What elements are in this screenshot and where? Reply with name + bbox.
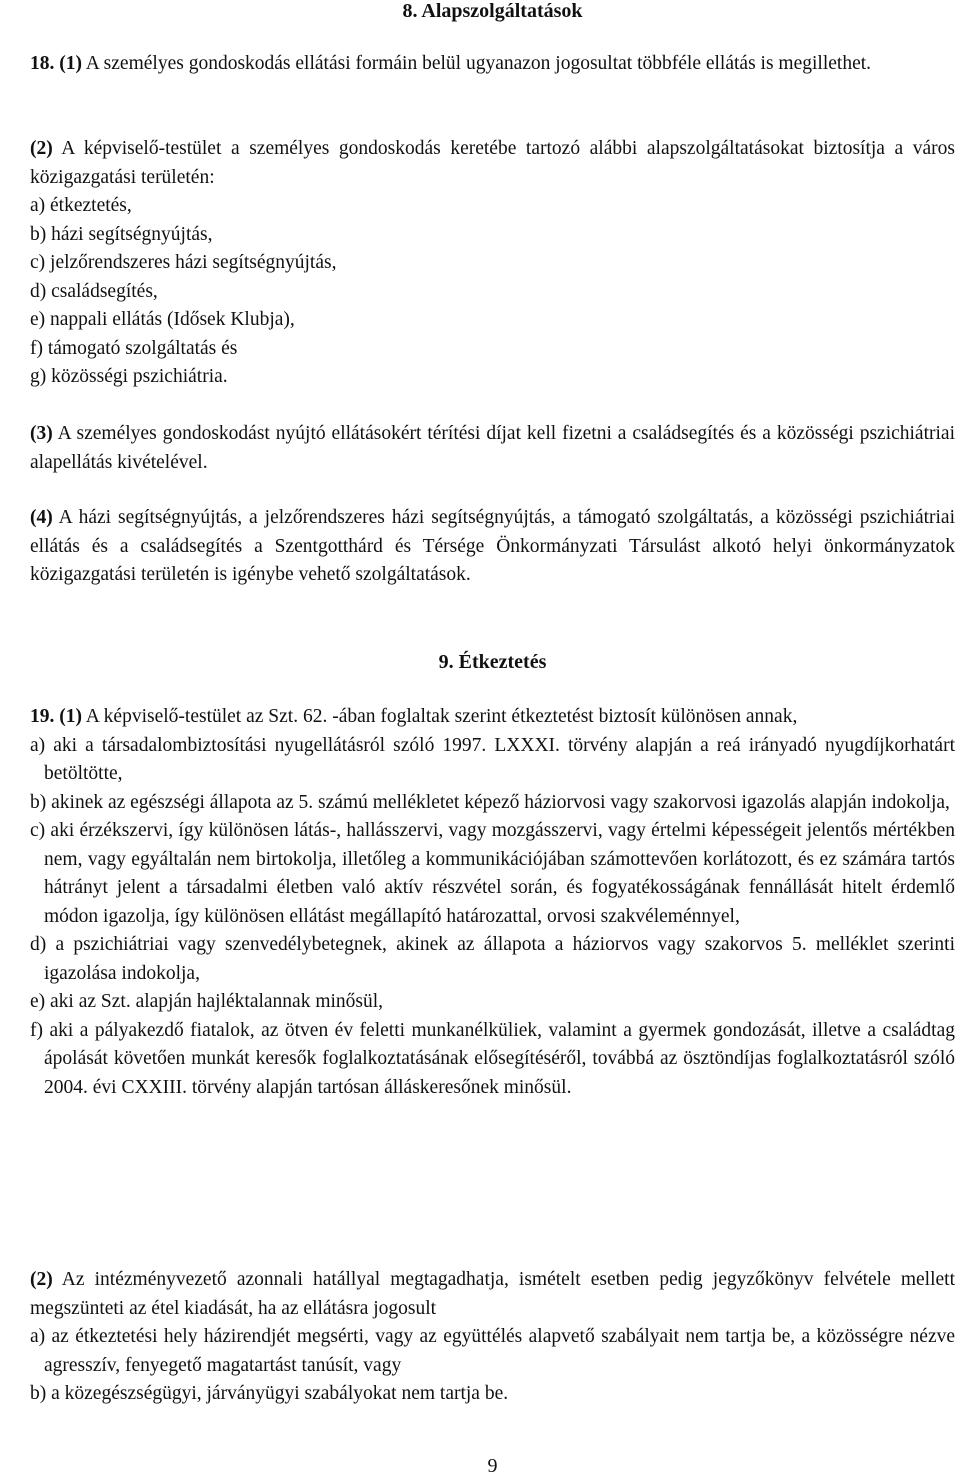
paragraph-number: 18. — [30, 53, 55, 74]
subsection-number: (1) — [59, 53, 82, 74]
section-8-heading: 8. Alapszolgáltatások — [402, 0, 583, 22]
page-number: 9 — [487, 1455, 498, 1477]
paragraph-intro: Az intézményvezető azonnali hatállyal megtagadhatja, ismételt esetben pedig jegyzőkönyv felvétele mellett megszünteti az étel kiadását, ha az ellátásra jogosult — [30, 1269, 955, 1319]
list-item: f) aki a pályakezdő fiatalok, az ötven év feletti munkanélküliek, valamint a gyermek gondozását, illetve a családtag ápolását követően munkát keresők foglalkoztatásának elősegítéséről, továbbá az ösztöndíjas foglalkoztatásról szóló 2004. évi CXXIII. törvény alapján tartósan álláskeresőnek minősül. — [30, 1019, 955, 1098]
paragraph-number: 19. — [30, 706, 55, 727]
list-item: b) a közegészségügyi, járványügyi szabályokat nem tartja be. — [30, 1383, 509, 1404]
subsection-number: (4) — [30, 507, 53, 528]
subsection-number: (1) — [59, 706, 82, 727]
list-item: a) az étkeztetési hely házirendjét megsérti, vagy az együttélés alapvető szabályait nem tartja be, a közösségre nézve agresszív, fenyegető magatartást tanúsít, vagy — [30, 1326, 955, 1376]
paragraph-intro: A képviselő-testület az Szt. 62. -ában foglaltak szerint étkeztetést biztosít különösen annak, — [82, 706, 798, 727]
list-item: a) étkeztetés, — [30, 195, 132, 216]
paragraph-19-1 — [30, 703, 955, 1102]
list-item: d) a pszichiátriai vagy szenvedélybetegnek, akinek az állapota a háziorvos vagy szakorvos 5. melléklet szerinti igazolása indokolja, — [30, 934, 955, 984]
paragraph-18-3 — [30, 420, 955, 477]
list-item: c) jelzőrendszeres házi segítségnyújtás, — [30, 252, 337, 273]
list-item: a) aki a társadalombiztosítási nyugellátásról szóló 1997. LXXXI. törvény alapján a reá irányadó nyugdíjkorhatárt betöltötte, — [30, 734, 955, 784]
list-item: f) támogató szolgáltatás és — [30, 337, 238, 359]
paragraph-text: A házi segítségnyújtás, a jelzőrendszeres házi segítségnyújtás, a támogató szolgáltatás, a közösségi pszichiátriai ellátás és a családsegítés a Szentgotthárd és Térsége Önkormányzati Társulást alkotó helyi önkormányzatok közigazgatási területén is igénybe vehető szolgáltatások. — [30, 507, 955, 585]
subsection-number: (3) — [30, 423, 53, 444]
list-item: g) közösségi pszichiátria. — [30, 366, 228, 387]
subsection-number: (2) — [30, 138, 53, 159]
list-item: e) nappali ellátás (Idősek Klubja), — [30, 309, 295, 330]
paragraph-19-2 — [30, 1266, 955, 1409]
list-item: b) akinek az egészségi állapota az 5. számú mellékletet képező háziorvosi vagy szakorvosi igazolás alapján indokolja, — [30, 791, 950, 813]
section-9-heading: 9. Étkeztetés — [438, 651, 547, 673]
paragraph-intro: A képviselő-testület a személyes gondoskodás keretébe tartozó alábbi alapszolgáltatásokat biztosítja a város közigazgatási területén: — [30, 138, 955, 188]
subsection-number: (2) — [30, 1269, 53, 1290]
list-item: b) házi segítségnyújtás, — [30, 223, 213, 245]
paragraph-text: A személyes gondoskodás ellátási formáin belül ugyanazon jogosultat többféle ellátás is megillethet. — [82, 53, 872, 74]
list-item: e) aki az Szt. alapján hajléktalannak minősül, — [30, 991, 384, 1012]
list-item: d) családsegítés, — [30, 280, 158, 302]
paragraph-18-4 — [30, 504, 955, 590]
list-item: c) aki érzékszervi, így különösen látás-, hallásszervi, vagy mozgásszervi, vagy értelmi képességeit jelentős mértékben nem, vagy egyáltalán nem birtokolja, illetőleg a kommunikációjában számottevően korlátozott, és ez számára tartós hátrányt jelent a társadalmi életben való aktív részvétel során, és fogyatékosságának fennállását hitelt érdemlő módon igazolja, így különösen ellátást megállapító határozattal, orvosi szakvéleménnyel, — [30, 820, 955, 927]
paragraph-18-2 — [30, 135, 955, 392]
paragraph-text: A személyes gondoskodást nyújtó ellátásokért térítési díjat kell fizetni a családsegítés és a közösségi pszichiátriai alapellátás kivételével. — [30, 423, 955, 473]
paragraph-18-1 — [30, 50, 955, 79]
